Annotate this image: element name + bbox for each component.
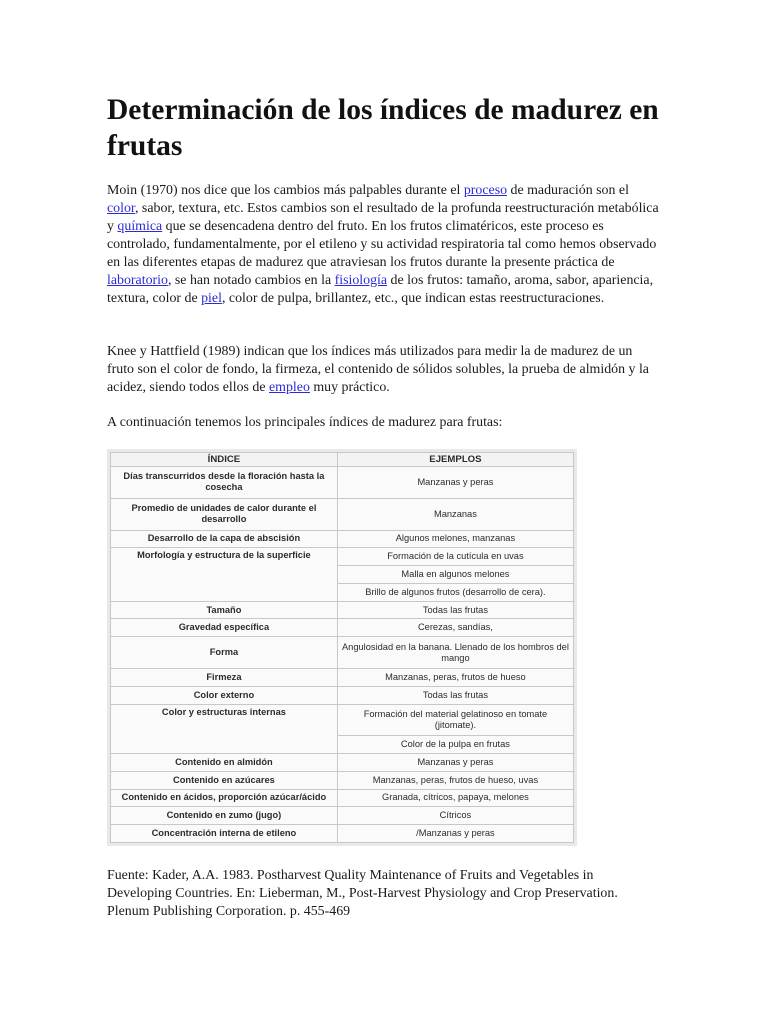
cell-indice: Días transcurridos desde la floración hasta la cosecha — [111, 467, 338, 499]
cell-ejemplo: Formación de la cutícula en uvas — [337, 548, 573, 566]
cell-ejemplo: Color de la pulpa en frutas — [337, 736, 573, 754]
cell-indice: Contenido en zumo (jugo) — [111, 807, 338, 825]
paragraph-intro — [107, 182, 659, 308]
cell-indice: Morfología y estructura de la superficie — [111, 548, 338, 601]
table-row — [111, 807, 574, 825]
cell-ejemplo: Todas las frutas — [337, 686, 573, 704]
cell-ejemplo: Granada, cítricos, papaya, melones — [337, 789, 573, 807]
table-row — [111, 789, 574, 807]
text-segment: Knee y Hattfield (1989) indican que los índices más utilizados para medir la de madurez de un fruto son el color de fondo, la firmeza, el contenido de sólidos solubles, la prueba de almidón y la acidez, siendo todos ellos de — [107, 344, 649, 395]
paragraph-table-intro — [107, 414, 659, 432]
table-row — [111, 467, 574, 499]
text-segment: muy práctico. — [309, 380, 390, 395]
text-segment: que se desencadena dentro del fruto. En los frutos climatéricos, este proceso es controlado, fundamentalmente, por el etileno y su actividad respiratoria tal como hemos observado en las diferentes etapas de madurez que atraviesan los frutos durante la presente práctica de — [107, 219, 657, 270]
cell-indice: Concentración interna de etileno — [111, 825, 338, 843]
cell-indice: Color y estructuras internas — [111, 704, 338, 754]
cell-indice: Desarrollo de la capa de abscisión — [111, 530, 338, 548]
table-row — [111, 548, 574, 566]
text-segment: A continuación tenemos los principales índices de madurez para frutas: — [107, 415, 503, 430]
cell-indice: Contenido en ácidos, proporción azúcar/ácido — [111, 789, 338, 807]
cell-indice: Promedio de unidades de calor durante el desarrollo — [111, 498, 338, 530]
cell-ejemplo: Todas las frutas — [337, 601, 573, 619]
text-segment: , se han notado cambios en la — [167, 273, 335, 288]
ripeness-index-table — [110, 452, 574, 843]
cell-indice: Contenido en azúcares — [111, 771, 338, 789]
link-empleo[interactable]: empleo — [269, 380, 310, 395]
ripeness-index-table-frame — [107, 449, 577, 846]
cell-ejemplo: /Manzanas y peras — [337, 825, 573, 843]
cell-ejemplo: Algunos melones, manzanas — [337, 530, 573, 548]
table-body — [111, 467, 574, 843]
table-row — [111, 771, 574, 789]
table-row — [111, 668, 574, 686]
cell-ejemplo: Manzanas y peras — [337, 754, 573, 772]
text-segment: , color de pulpa, brillantez, etc., que indican estas reestructuraciones. — [221, 291, 605, 306]
link-piel[interactable]: piel — [201, 291, 222, 306]
cell-ejemplo: Angulosidad en la banana. Llenado de los hombros del mango — [337, 637, 573, 669]
link-laboratorio[interactable]: laboratorio — [107, 273, 168, 288]
text-segment: de maduración son el — [507, 183, 629, 198]
table-row — [111, 601, 574, 619]
link-color[interactable]: color — [107, 201, 135, 216]
cell-indice: Color externo — [111, 686, 338, 704]
table-row — [111, 825, 574, 843]
header-indice: ÍNDICE — [111, 453, 338, 467]
cell-ejemplo: Manzanas, peras, frutos de hueso — [337, 668, 573, 686]
link-quimica[interactable]: química — [117, 219, 163, 234]
table-row — [111, 754, 574, 772]
paragraph-knee-hattfield — [107, 343, 659, 397]
header-ejemplos: EJEMPLOS — [337, 453, 573, 467]
table-row — [111, 704, 574, 736]
cell-ejemplo: Manzanas, peras, frutos de hueso, uvas — [337, 771, 573, 789]
table-row — [111, 498, 574, 530]
link-proceso[interactable]: proceso — [463, 183, 508, 198]
cell-indice: Gravedad específica — [111, 619, 338, 637]
text-segment: de los frutos: tamaño, aroma, sabor, apariencia, textura, color de — [107, 273, 654, 306]
cell-ejemplo: Formación del material gelatinoso en tomate (jitomate). — [337, 704, 573, 736]
cell-ejemplo: Brillo de algunos frutos (desarrollo de cera). — [337, 583, 573, 601]
cell-ejemplo: Manzanas y peras — [337, 467, 573, 499]
cell-ejemplo: Cerezas, sandías, — [337, 619, 573, 637]
cell-indice: Tamaño — [111, 601, 338, 619]
text-segment: , sabor, textura, etc. Estos cambios son el resultado de la profunda reestructuración metabólica y — [107, 201, 659, 234]
text-segment: Moin (1970) nos dice que los cambios más palpables durante el — [107, 183, 464, 198]
cell-ejemplo: Malla en algunos melones — [337, 566, 573, 584]
page-title: Determinación de los índices de madurez en frutas — [107, 94, 659, 162]
text-segment: Fuente: Kader, A.A. 1983. Postharvest Quality Maintenance of Fruits and Vegetables in Developing Countries. En: Lieberman, M., Post-Harvest Physiology and Crop Preservation. Plenum Publishing Corporation. p. 455-469 — [107, 868, 618, 919]
cell-indice: Contenido en almidón — [111, 754, 338, 772]
cell-ejemplo: Manzanas — [337, 498, 573, 530]
table-header-row — [111, 453, 574, 467]
cell-ejemplo: Cítricos — [337, 807, 573, 825]
paragraph-source-citation — [107, 867, 659, 921]
table-row — [111, 530, 574, 548]
link-fisiologia[interactable]: fisiología — [334, 273, 388, 288]
table-row — [111, 619, 574, 637]
table-row — [111, 637, 574, 669]
cell-indice: Firmeza — [111, 668, 338, 686]
table-row — [111, 686, 574, 704]
cell-indice: Forma — [111, 637, 338, 669]
